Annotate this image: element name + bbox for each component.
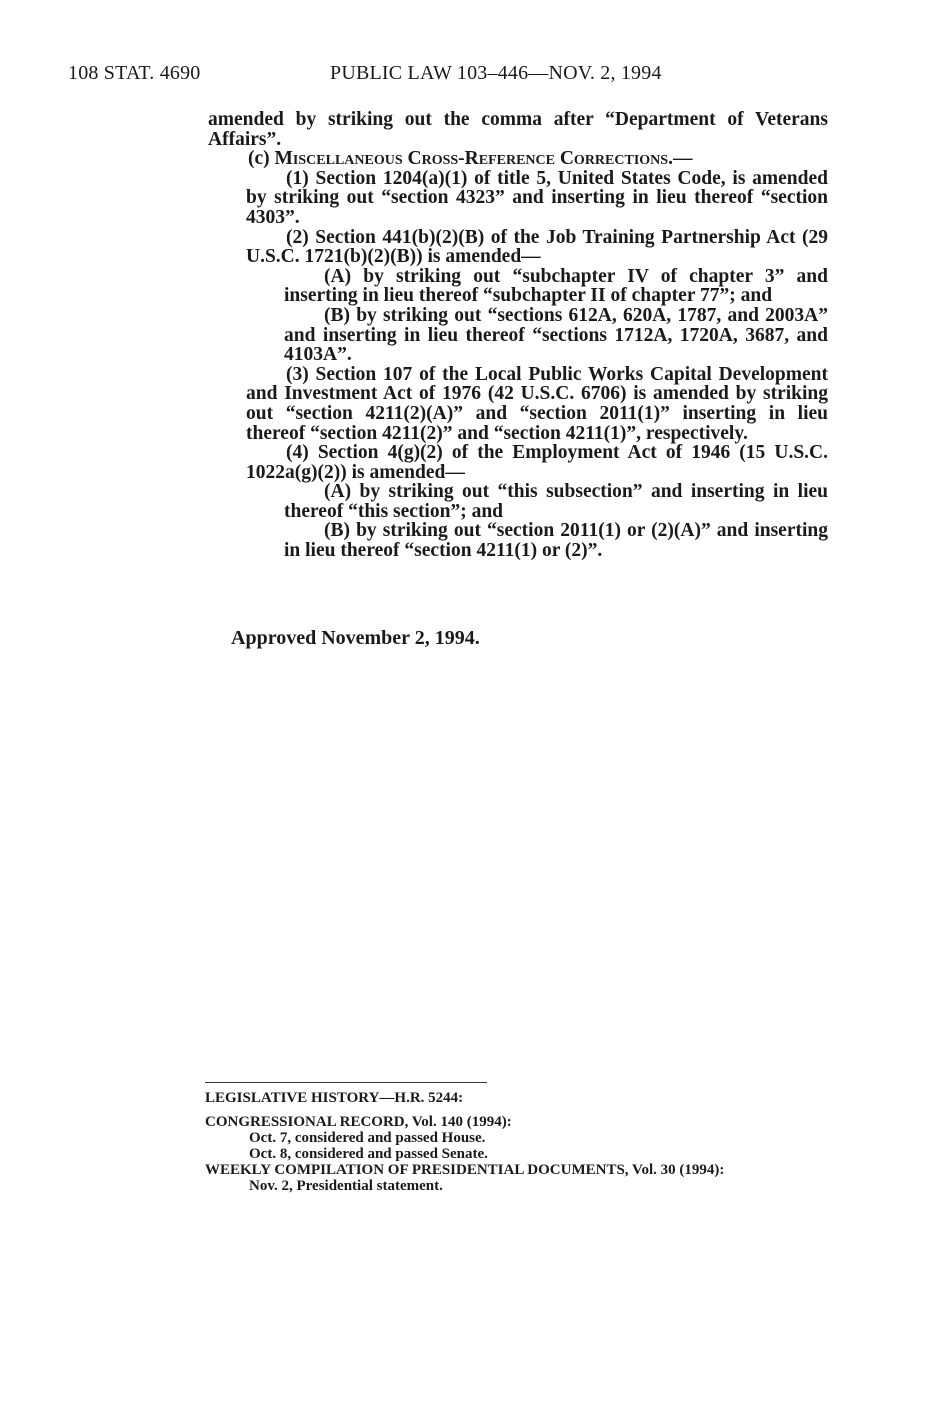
footnote-divider xyxy=(205,1082,487,1083)
weekly-compilation: WEEKLY COMPILATION OF PRESIDENTIAL DOCUMENTS, Vol. 30 (1994): xyxy=(205,1162,725,1178)
house-action: Oct. 7, considered and passed House. xyxy=(249,1130,486,1146)
paragraph-4-b: (B) by striking out “section 2011(1) or (2)(A)” and inserting in lieu thereof “section 4211(1) or (2)”. xyxy=(284,520,828,562)
history-title: LEGISLATIVE HISTORY—H.R. 5244: xyxy=(205,1090,464,1106)
approval-date: Approved November 2, 1994. xyxy=(231,627,480,649)
congressional-record: CONGRESSIONAL RECORD, Vol. 140 (1994): xyxy=(205,1114,512,1130)
paragraph-4-a: (A) by striking out “this subsection” and inserting in lieu thereof “this section”; and xyxy=(284,481,828,522)
paragraph-continuation: amended by striking out the comma after “Department of Veterans Affairs”. xyxy=(208,109,828,150)
public-law-title: PUBLIC LAW 103–446—NOV. 2, 1994 xyxy=(330,62,662,84)
subsection-c-label: (c) xyxy=(248,148,275,170)
paragraph-3: (3) Section 107 of the Local Public Works Capital Development and Investment Act of 1976 (42 U.S.C. 6706) is amended by striking out “section 4211(2)(A)” and “section 2011(1)” inserting in lieu thereof “section 4211(2)” and “section 4211(1)”, respectively. xyxy=(246,363,828,444)
subsection-c-heading xyxy=(208,149,828,169)
subsection-c-title: Miscellaneous Cross-Reference Corrections.— xyxy=(274,148,693,170)
statute-page-number: 108 STAT. 4690 xyxy=(68,62,201,84)
paragraph-1: (1) Section 1204(a)(1) of title 5, United States Code, is amended by striking out “section 4323” and inserting in lieu thereof “section 4303”. xyxy=(246,167,828,228)
paragraph-4: (4) Section 4(g)(2) of the Employment Act of 1946 (15 U.S.C. 1022a(g)(2)) is amended— xyxy=(246,442,828,483)
legislative-history xyxy=(205,1090,845,1194)
paragraph-2-b: (B) by striking out “sections 612A, 620A, 1787, and 2003A” and inserting in lieu thereof “sections 1712A, 1720A, 3687, and 4103A”. xyxy=(284,304,828,366)
presidential-statement: Nov. 2, Presidential statement. xyxy=(249,1178,443,1194)
paragraph-2-a: (A) by striking out “subchapter IV of chapter 3” and inserting in lieu thereof “subchapter II of chapter 77”; and xyxy=(284,265,828,307)
paragraph-2: (2) Section 441(b)(2)(B) of the Job Training Partnership Act (29 U.S.C. 1721(b)(2)(B)) is amended— xyxy=(246,226,828,268)
page-header xyxy=(68,62,900,92)
senate-action: Oct. 8, considered and passed Senate. xyxy=(249,1146,488,1162)
statute-body xyxy=(208,110,828,561)
